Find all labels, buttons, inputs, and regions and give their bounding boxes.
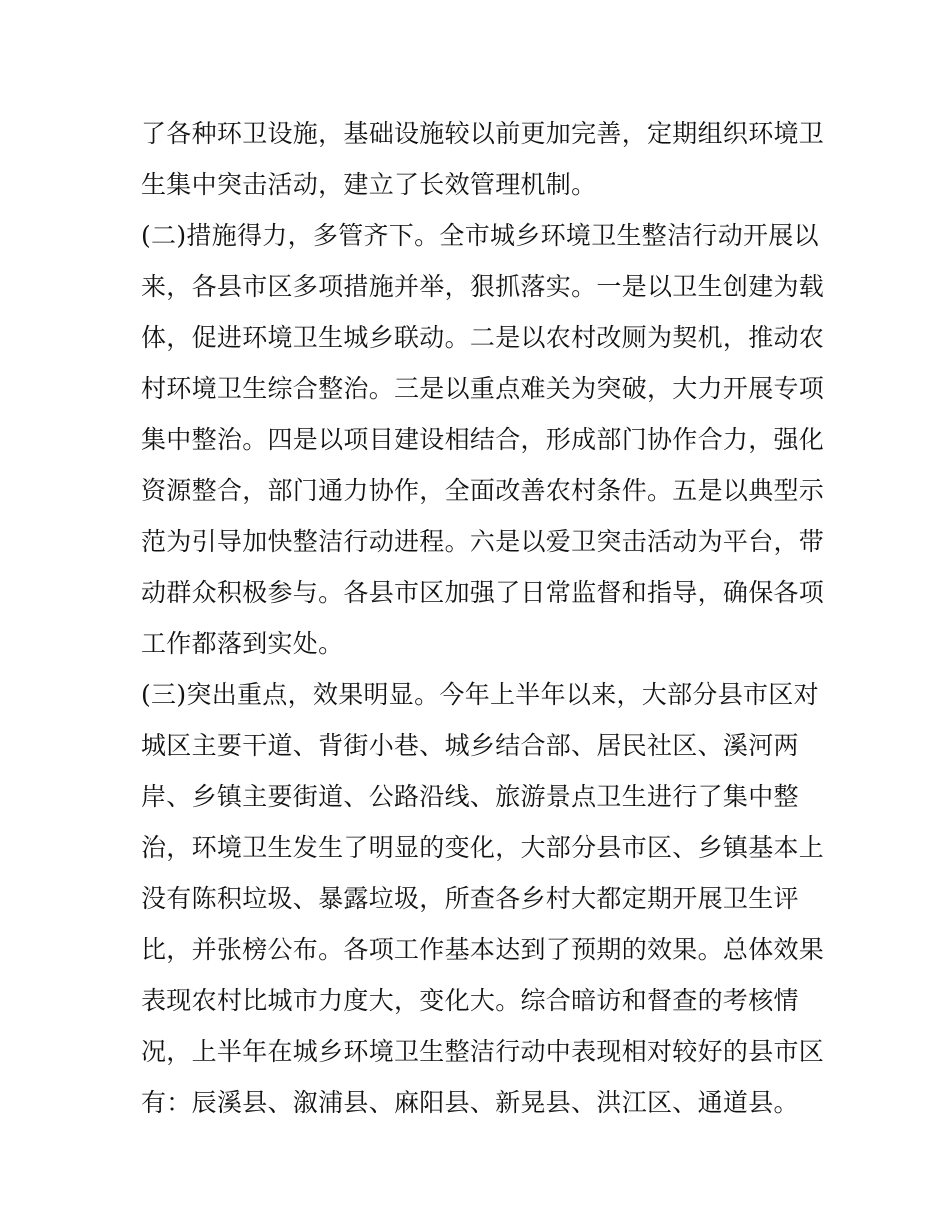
text-line: 体，促进环境卫生城乡联动。二是以农村改厕为契机，推动农 [141, 323, 825, 352]
text-line: 城区主要干道、背街小巷、城乡结合部、居民社区、溪河两 [141, 731, 799, 760]
text-line: 范为引导加快整洁行动进程。六是以爱卫突击活动为平台，带 [141, 527, 825, 556]
text-line: 况，上半年在城乡环境卫生整洁行动中表现相对较好的县市区 [141, 1037, 825, 1066]
text-line: (三)突出重点，效果明显。今年上半年以来，大部分县市区对 [141, 680, 819, 709]
text-line: 没有陈积垃圾、暴露垃圾，所查各乡村大都定期开展卫生评 [141, 884, 799, 913]
text-line: 比，并张榜公布。各项工作基本达到了预期的效果。总体效果 [141, 935, 825, 964]
text-line: 生集中突击活动，建立了长效管理机制。 [141, 170, 597, 199]
text-line: 集中整治。四是以项目建设相结合，形成部门协作合力，强化 [141, 425, 825, 454]
text-line: 表现农村比城市力度大，变化大。综合暗访和督查的考核情 [141, 986, 799, 1015]
document-body [141, 108, 825, 1128]
text-line: (二)措施得力，多管齐下。全市城乡环境卫生整洁行动开展以 [141, 221, 819, 250]
text-line: 工作都落到实处。 [141, 629, 344, 658]
text-line: 了各种环卫设施，基础设施较以前更加完善，定期组织环境卫 [141, 119, 825, 148]
text-line: 来，各县市区多项措施并举，狠抓落实。一是以卫生创建为载 [141, 272, 825, 301]
text-line: 村环境卫生综合整治。三是以重点难关为突破，大力开展专项 [141, 374, 825, 403]
text-line: 资源整合，部门通力协作，全面改善农村条件。五是以典型示 [141, 476, 825, 505]
text-line: 岸、乡镇主要街道、公路沿线、旅游景点卫生进行了集中整 [141, 782, 799, 811]
text-line: 有：辰溪县、溆浦县、麻阳县、新晃县、洪江区、通道县。 [141, 1088, 799, 1117]
text-line: 动群众积极参与。各县市区加强了日常监督和指导，确保各项 [141, 578, 825, 607]
text-line: 治，环境卫生发生了明显的变化，大部分县市区、乡镇基本上 [141, 833, 825, 862]
